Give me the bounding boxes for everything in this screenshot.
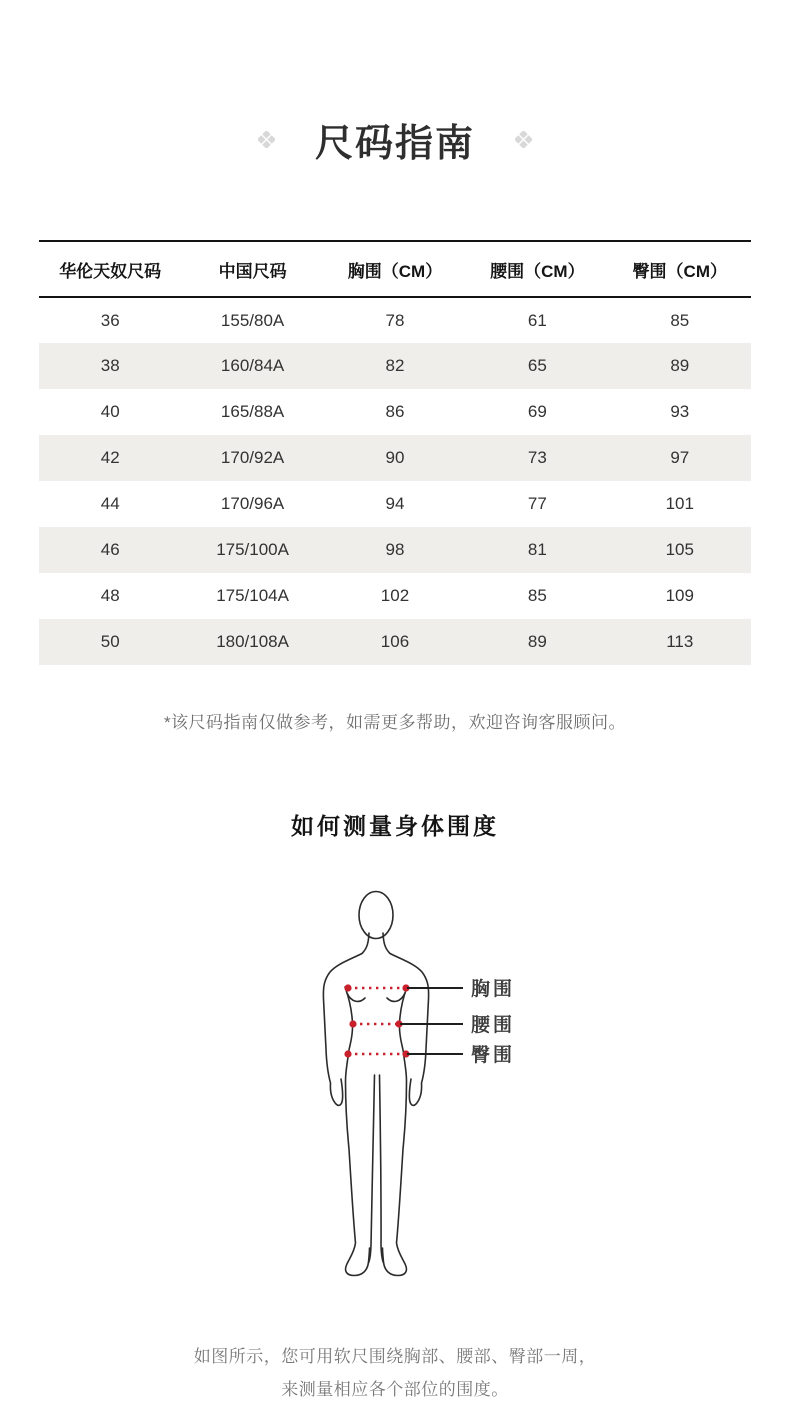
table-cell: 101 (665, 494, 694, 513)
table-cell: 85 (670, 310, 690, 330)
table-cell: 155/80A (220, 310, 285, 330)
diamond-ornament-icon (258, 131, 275, 148)
table-cell: 113 (666, 632, 694, 651)
table-row (39, 573, 751, 619)
table-cell: 73 (527, 448, 547, 467)
table-cell: 61 (527, 310, 547, 330)
table-cell: 102 (380, 586, 410, 605)
measure-instructions-line1: 如图所示，您可用软尺围绕胸部、腰部、臀部一周， (193, 1347, 597, 1366)
measure-instructions-line2: 来测量相应各个部位的围度。 (281, 1380, 509, 1399)
table-cell: 77 (527, 494, 547, 513)
table-cell: 44 (100, 494, 120, 513)
table-row (39, 527, 751, 573)
table-cell: 89 (527, 632, 547, 651)
page-title: 尺码指南 (314, 123, 475, 165)
chest-dot-left (344, 984, 351, 991)
reference-note: *该尺码指南仅做参考，如需更多帮助，欢迎咨询客服顾问。 (163, 713, 627, 732)
table-cell: 93 (670, 402, 690, 421)
size-table (39, 240, 751, 665)
table-cell: 180/108A (216, 632, 289, 651)
table-cell: 89 (670, 356, 690, 375)
table-cell: 97 (670, 448, 690, 467)
waist-label: 腰围 (471, 1015, 516, 1036)
table-cell: 40 (100, 402, 120, 421)
diamond-ornament-icon (515, 131, 532, 148)
table-cell: 38 (100, 356, 120, 375)
figure-left-torso-leg (345, 987, 370, 1276)
body-measurement-diagram (250, 880, 590, 1300)
table-cell: 81 (527, 540, 547, 559)
table-cell: 94 (385, 494, 405, 513)
table-cell: 90 (385, 448, 405, 467)
table-cell: 160/84A (220, 356, 285, 375)
table-cell: 48 (100, 586, 120, 605)
table-row (39, 297, 751, 343)
hip-label: 臀围 (471, 1045, 516, 1066)
table-cell: 42 (100, 448, 120, 467)
hip-dot-left (344, 1050, 351, 1057)
table-cell: 170/92A (220, 448, 285, 467)
column-header-hip: 臀围（CM） (609, 241, 751, 297)
table-row (39, 435, 751, 481)
table-cell: 36 (100, 310, 120, 330)
table-cell: 165/88A (220, 402, 285, 421)
column-header-cn-size: 中国尺码 (181, 241, 323, 297)
measurement-figure (250, 880, 590, 1300)
table-cell: 106 (380, 632, 410, 651)
chest-label: 胸围 (471, 979, 516, 1000)
measure-instructions (0, 1340, 790, 1406)
waist-dot-left (349, 1020, 356, 1027)
table-cell: 86 (385, 402, 405, 421)
table-row (39, 619, 751, 665)
table-header-row (39, 241, 751, 297)
figure-inner-left-leg (369, 1075, 375, 1263)
table-row (39, 481, 751, 527)
table-cell: 82 (385, 356, 405, 375)
table-cell: 109 (665, 586, 694, 605)
table-cell: 175/100A (216, 540, 289, 559)
table-cell: 105 (665, 540, 694, 559)
table-row (39, 343, 751, 389)
column-header-chest: 胸围（CM） (324, 241, 466, 297)
figure-head (359, 892, 393, 939)
table-cell: 78 (385, 310, 405, 330)
table-cell: 69 (527, 402, 547, 421)
figure-inner-right-leg (380, 1075, 384, 1263)
table-cell: 98 (385, 540, 405, 559)
table-cell: 85 (527, 586, 547, 605)
page-title-row (0, 112, 790, 167)
table-cell: 170/96A (220, 494, 285, 513)
table-cell: 65 (527, 356, 547, 375)
column-header-brand-size: 华伦天奴尺码 (39, 241, 181, 297)
table-cell: 50 (100, 632, 120, 651)
section-title: 如何测量身体围度 (291, 813, 499, 839)
table-cell: 46 (100, 540, 120, 559)
column-header-waist: 腰围（CM） (466, 241, 608, 297)
figure-right-torso-leg (383, 987, 408, 1276)
table-cell: 175/104A (216, 586, 289, 605)
table-row (39, 389, 751, 435)
